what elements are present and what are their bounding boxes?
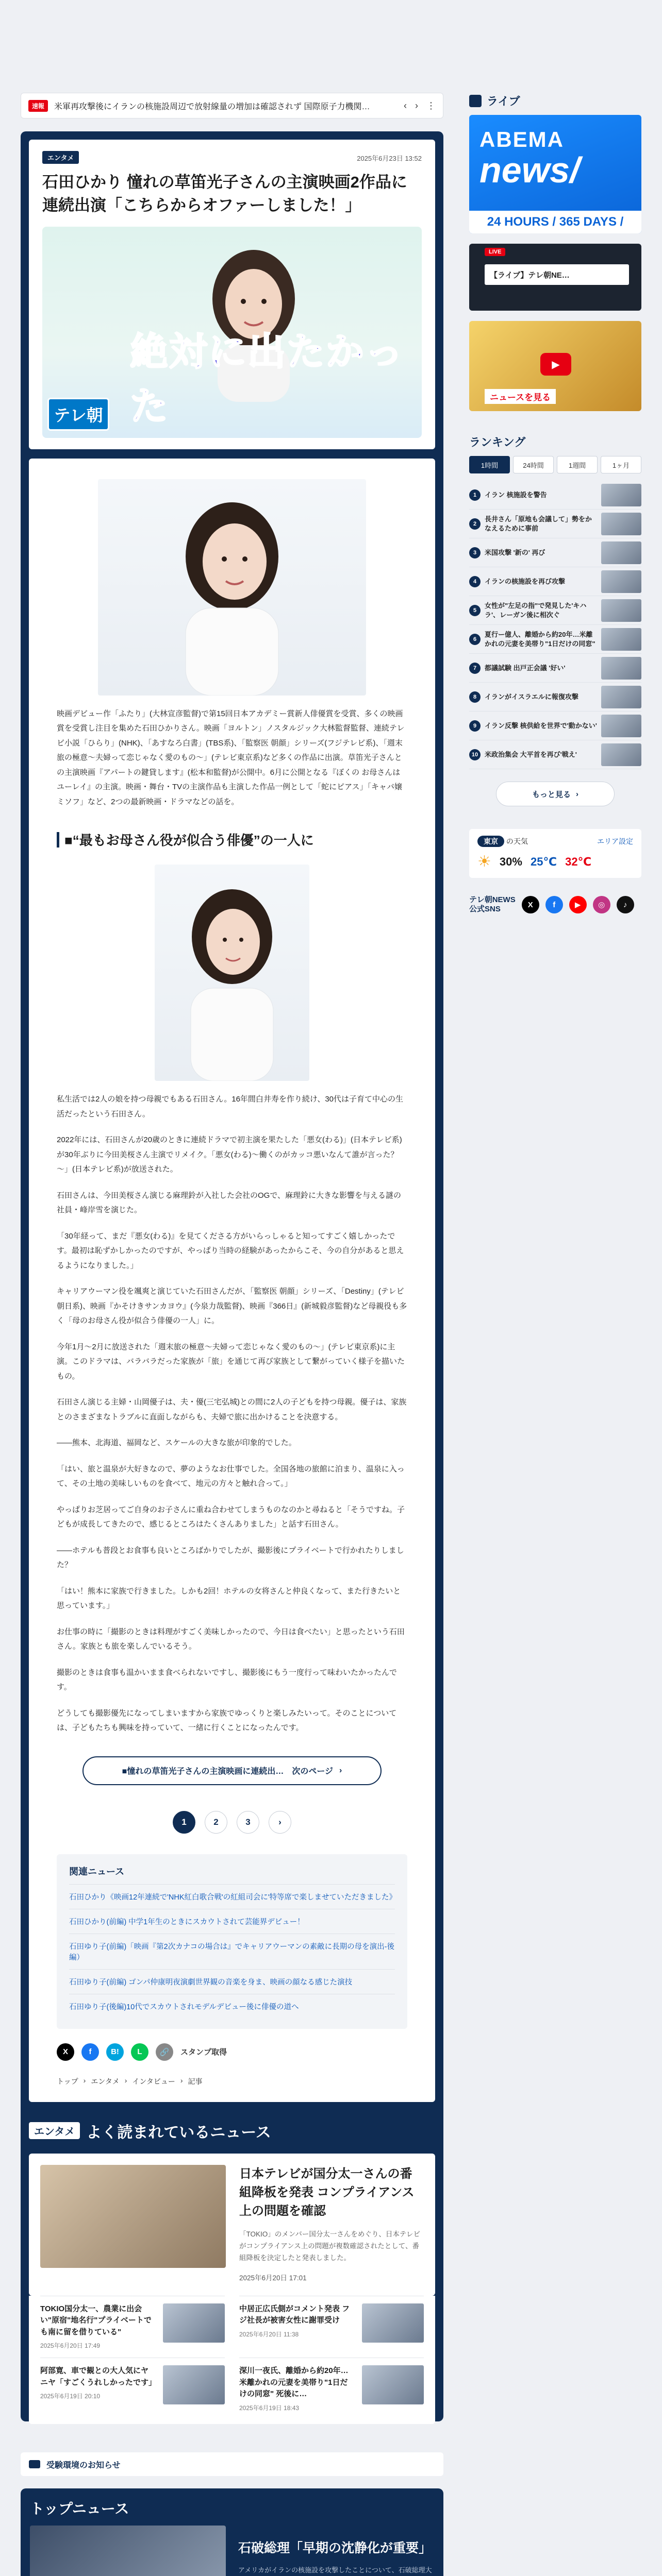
popular-news-item[interactable]: TOKIO国分太一、農業に出会い"原宿"地名行"プライベートでも南に留を借りている" 2025年6月20日 17:49: [40, 2296, 225, 2351]
article-date: 2025年6月23日 13:52: [357, 155, 422, 162]
article-headline: 石田ひかり 憧れの草笛光子さんの主演映画2作品に連続出演「こちらからオファーしました！」: [42, 173, 407, 214]
more-ranking-button[interactable]: もっと見る ›: [496, 782, 615, 806]
paragraph: 石田さん演じる主婦・山岡優子は、夫・優(三宅弘城)との間に2人の子どもを持つ母親。優子は、家族とのさまざまなトラブルに直面しながらも、夫婦で旅に出かけることを決意する。: [57, 1398, 407, 1421]
notice-icon: [29, 2460, 40, 2468]
feature-description: 「TOKIO」のメンバー国分太一さんをめぐり、日本テレビがコンプライアンス上の問題が複数確認されたとして、番組降板を決定したと発表しました。: [239, 2230, 421, 2262]
top-news-title: トップニュース: [30, 2501, 129, 2517]
feature-time: 2025年6月20日 17:01: [239, 2274, 307, 2282]
tab-1h[interactable]: 1時間: [469, 456, 510, 473]
paragraph: やっぱりお芝居ってご自身のお子さんに重ね合わせてしまうものなのかと尋ねると「そうですね。子どもが成長してきたので、感じるところはたくさんありました」と話す石田さん。: [57, 1505, 405, 1529]
notice-bar[interactable]: 受験環境のお知らせ: [21, 2452, 443, 2476]
ranking-item[interactable]: 2 長井さん「原地も会議して」勢をかなえるために事前: [469, 510, 641, 538]
paragraph: 「30年経って、まだ『悪女(わる)』を見てくださる方がいらっしゃると知ってすごく嬉しかったです。最初は恥ずかしかったのですが、やっぱり当時の経験があったからこそ、今の自分があると思えるようになりました。」: [57, 1231, 404, 1270]
portrait-illustration: [155, 865, 309, 1081]
news-thumbnail: [163, 2303, 225, 2343]
prev-arrow-icon[interactable]: ‹: [404, 100, 407, 111]
paragraph: 石田さんは、今田美桜さん演じる麻理鈴が入社した会社のOGで、麻理鈴に大きな影響を与える謎の社員・峰岸雪を演じた。: [57, 1191, 402, 1215]
sidebar: [469, 93, 641, 914]
paragraph: ――ホテルも普段とお食事も良いところばかりでしたが、撮影後にプライベートで行かれたりしました？: [57, 1546, 404, 1570]
breadcrumb: トップ › エンタメ › インタビュー › 記事: [57, 2076, 203, 2086]
related-news-item[interactable]: 石田ひかり《映画12年連続で'NHK紅白歌合戦'の紅組司会に'特等席で楽しませていただきました》: [69, 1884, 395, 1909]
ranking-item[interactable]: 6 夏行ー億人、離婚から約20年…米離かれの元妻を美帯り"1日だけの同窓": [469, 625, 641, 654]
section-heading: ■“最もお母さん役が似合う俳優”の一人に: [57, 830, 407, 849]
article-photo-2: [155, 865, 309, 1081]
article-photo-1: [98, 479, 366, 696]
ranking-item[interactable]: 1 イラン 核施設を警告: [469, 481, 641, 510]
related-news-item[interactable]: 石田ひかり(前編) 中学1年生のときにスカウトされて芸能界デビュー！: [69, 1909, 395, 1934]
chevron-right-icon: ›: [576, 789, 578, 799]
related-news-item[interactable]: 石田ゆり子(前編) ゴンパ仲康明夜演劇世界観の音楽を身ま、映画の顔なる感じた演技: [69, 1969, 395, 1994]
paragraph: ――熊本、北海道、福岡など、スケールの大きな旅が印象的でした。: [57, 1438, 296, 1448]
pagination: [57, 1811, 407, 1834]
popular-news-grid: [29, 2296, 435, 2424]
breaking-news-bar: [21, 93, 443, 118]
ranking-item[interactable]: 10 米政治集会 大平首を再び'戦え': [469, 740, 641, 769]
popular-news-title: よく読まれているニュース: [86, 2124, 271, 2141]
news-thumbnail: [362, 2303, 424, 2343]
ranking-item[interactable]: 5 女性が"左足の指"で発見した'キハラ'、レーガン後に相次ぐ: [469, 596, 641, 625]
portrait-illustration: [98, 479, 366, 696]
popular-news-section: [29, 2120, 435, 2424]
copy-link-icon[interactable]: 🔗: [156, 2043, 173, 2061]
breaking-badge: 速報: [28, 100, 48, 112]
paragraph: 映画デビュー作「ふたり」(大林宣彦監督)で第15回日本アカデミー賞新人俳優賞を受賞、多くの映画賞を受賞し注目を集めた石田ひかりさん。映画「ヨルトン」ノスタルジック大林監督監督、連続テレビ小説「ひらり」(NHK)、「あすなろ白書」(TBS系)、「監察医 朝顔」シリーズ(フジテレビ系)、「週末旅の極意～夫婦って恋じゃなく愛のもの～」(テレビ東京系)など多くの作品に出演。草笛光子さんとの主演映画『アパートの鍵貸します』(松本和監督)が公開中。6月に公開となる『ぼくの お母さんはユーレイ』の主演。映画・舞台・TVの主演作品も主演した作品一例として「蛇にピアス」「キャバ嬢ミソフ」など、2つの最新映画・ドラマなどの話を。: [57, 709, 405, 806]
share-row: [57, 2043, 407, 2061]
area-setting-link[interactable]: エリア設定: [597, 837, 633, 845]
related-news-title: 関連ニュース: [69, 1866, 125, 1877]
x-icon[interactable]: X: [522, 896, 539, 913]
top-news-section: [21, 2488, 443, 2576]
next-arrow-icon[interactable]: ›: [415, 100, 418, 111]
page-3[interactable]: 3: [237, 1811, 259, 1834]
weather-area: 東京: [477, 836, 504, 847]
video-card[interactable]: [469, 321, 641, 411]
paragraph: 2022年には、石田さんが20歳のときに連続ドラマで初主演を果たした「悪女(わる)」(日本テレビ系)が30年ぶりに今田美桜さん主演でリメイク。「悪女(わる)～働くのがカッコ悪いなんて誰が言った？～」(日本テレビ系)が放送された。: [57, 1136, 402, 1174]
main-column: [21, 131, 443, 2421]
related-news-item[interactable]: 石田ゆり子(前編)「映画『第2次カナコの場合は』でキャリアウーマンの素敵に長期の母を演出-後編）: [69, 1934, 395, 1969]
paragraph: 今年1月～2月に放送された「週末旅の極意～夫婦って恋じゃなく愛のもの～」(テレビ東京系)に主演。このドラマは、バラバラだった家族が「旅」を通じて再び家族として繋がっていく様子を描いたもの。: [57, 1342, 405, 1381]
next-page-button[interactable]: ■憧れの草笛光子さんの主演映画に連続出… 次のページ ›: [82, 1756, 382, 1785]
temp-high: 25℃: [530, 855, 557, 868]
article-header: [29, 140, 435, 449]
live-stream-card[interactable]: [469, 244, 641, 311]
ranking-section: [469, 434, 641, 806]
live-icon: [469, 95, 482, 107]
chevron-right-icon: ›: [339, 1766, 342, 1775]
paragraph: 「はい！熊本に家族で行きました。しかも2回！ホテルの女将さんと仲良くなって、また行きたいと思っています。」: [57, 1586, 401, 1611]
breadcrumb-current: 記事: [188, 2077, 203, 2086]
feature-thumbnail: [30, 2526, 226, 2576]
popular-news-feature[interactable]: [29, 2154, 435, 2296]
tv-asahi-logo: テレ朝: [47, 398, 109, 431]
temp-low: 32℃: [565, 855, 592, 868]
sun-icon: ☀: [477, 853, 491, 870]
paragraph: 「はい、旅と温泉が大好きなので、夢のようなお仕事でした。全国各地の旅館に泊まり、温泉に入って、その土地の美味しいものを食べて、地元の方々と触れ合って。」: [57, 1464, 405, 1488]
paragraph: キャリアウーマン役を颯爽と演じていた石田さんだが、「監察医 朝顔」シリーズ、「Destiny」(テレビ朝日系)、映画『かそけきサンカヨウ』(今泉力哉監督)、映画『366日』(新城毅彦監督)など母親役も多く「母のお母さん役が似合う俳優の一人」に。: [57, 1287, 407, 1326]
live-badge: LIVE: [485, 248, 505, 256]
news-thumbnail: [362, 2365, 424, 2404]
popular-news-item[interactable]: 中居正広氏側がコメント発表 フジ社長が被害女性に謝罪受け 2025年6月20日 11:38: [239, 2296, 424, 2351]
ranking-item[interactable]: 4 イランの核施設を再び攻撃: [469, 567, 641, 596]
popular-news-item[interactable]: 阿部寛、車で観との大人気にヤニヤ「すごくうれしかったです」 2025年6月19日 20:10: [40, 2358, 225, 2413]
paragraph: 私生活では2人の娘を持つ母親でもある石田さん。16年間白井寿を作り続け、30代は子育て中心の生活だったという石田さん。: [57, 1095, 404, 1118]
related-news-item[interactable]: 石田ゆり子(後編)10代でスカウトされモデルデビュー後に俳優の道へ: [69, 1994, 395, 2019]
facebook-share-icon[interactable]: f: [81, 2043, 99, 2061]
breaking-news-link[interactable]: 米軍再攻撃後にイランの核施設周辺で放射線量の増加は確認されず 国際原子力機関…: [54, 102, 370, 111]
feature-thumbnail: [40, 2165, 226, 2268]
hatena-share-icon[interactable]: B!: [106, 2043, 124, 2061]
popular-news-tag: エンタメ: [29, 2122, 80, 2139]
video-caption: ニュースを見る: [485, 389, 556, 404]
feature-title: 石破総理「早期の沈静化が重要」: [238, 2541, 432, 2555]
abema-banner[interactable]: ABEMA news/ 24 HOURS / 365 DAYS /: [469, 115, 641, 233]
tiktok-icon[interactable]: ♪: [617, 896, 634, 913]
page-1[interactable]: 1: [173, 1811, 195, 1834]
weather-widget: 東京 の天気 エリア設定 ☀ 30% 25℃ 32℃: [469, 829, 641, 878]
breadcrumb-top[interactable]: トップ: [57, 2077, 78, 2086]
ranking-item[interactable]: 3 米国攻撃 '新の' 再び: [469, 538, 641, 567]
article-body: [29, 459, 435, 2102]
paragraph: 撮影のときは食事も温かいまま食べられないですし、撮影後にもう一度行って味わいたかったんです。: [57, 1668, 398, 1692]
category-tag[interactable]: エンタメ: [42, 151, 79, 164]
popular-news-item[interactable]: 深川一夜氏、離婚から約20年…米離かれの元妻を美帯り"1日だけの同窓" 死後に… 2025年6月19日 18:43: [239, 2358, 424, 2413]
live-card-title: 【ライブ】テレ朝NE…: [485, 264, 629, 285]
ranking-title: ランキング: [469, 436, 526, 449]
related-news: [57, 1854, 407, 2029]
youtube-icon[interactable]: ▶: [569, 896, 587, 913]
line-share-icon[interactable]: L: [131, 2043, 148, 2061]
official-sns: テレ朝NEWS 公式SNS X f ▶ ◎ ♪: [469, 895, 641, 914]
ranking-item[interactable]: 8 イランがイスラエルに報復攻撃: [469, 683, 641, 711]
facebook-icon[interactable]: f: [545, 896, 563, 913]
ranking-item[interactable]: 9 イラン反撃 核供給を世界で'動かない': [469, 711, 641, 740]
tab-24h[interactable]: 24時間: [513, 456, 554, 473]
instagram-icon[interactable]: ◎: [593, 896, 610, 913]
page-2[interactable]: 2: [205, 1811, 227, 1834]
feature-title: 日本テレビが国分太一さんの番組降板を発表 コンプライアンス上の問題を確認: [239, 2166, 415, 2218]
hero-caption: 絶対に出たかった: [130, 330, 404, 428]
breadcrumb-entertainment[interactable]: エンタメ: [91, 2077, 120, 2086]
ranking-item[interactable]: 7 都議試験 出戸正会議 '好い': [469, 654, 641, 683]
feature-description: アメリカがイランの核施設を攻撃したことについて、石破総理大: [238, 2566, 432, 2574]
play-icon[interactable]: ▶: [540, 353, 571, 376]
top-news-feature[interactable]: [30, 2526, 434, 2576]
tab-1m[interactable]: 1ヶ月: [601, 456, 641, 473]
rain-chance: 30%: [499, 855, 522, 868]
ranking-tabs: [469, 456, 641, 473]
news-thumbnail: [163, 2365, 225, 2404]
paragraph: お仕事の時に「撮影のときは料理がすごく美味しかったので、今日は食べたい」と思ったという石田さん。家族とも旅を楽しんでいるそう。: [57, 1627, 405, 1651]
tab-1w[interactable]: 1週間: [557, 456, 598, 473]
breadcrumb-interview[interactable]: インタビュー: [132, 2077, 175, 2086]
stamp-label[interactable]: スタンプ取得: [180, 2048, 227, 2057]
next-page-icon[interactable]: ›: [269, 1811, 291, 1834]
live-heading: ライブ: [469, 93, 641, 109]
x-share-icon[interactable]: X: [57, 2043, 74, 2061]
paragraph: どうしても撮影優先になってしまいますから家族でゆっくりと楽しみたいって。そのことについては、子どもたちも興味を持っていて、一緒に行くことになったんです。: [57, 1708, 397, 1733]
hero-image: [42, 227, 422, 438]
menu-icon[interactable]: ⋮: [426, 100, 436, 111]
